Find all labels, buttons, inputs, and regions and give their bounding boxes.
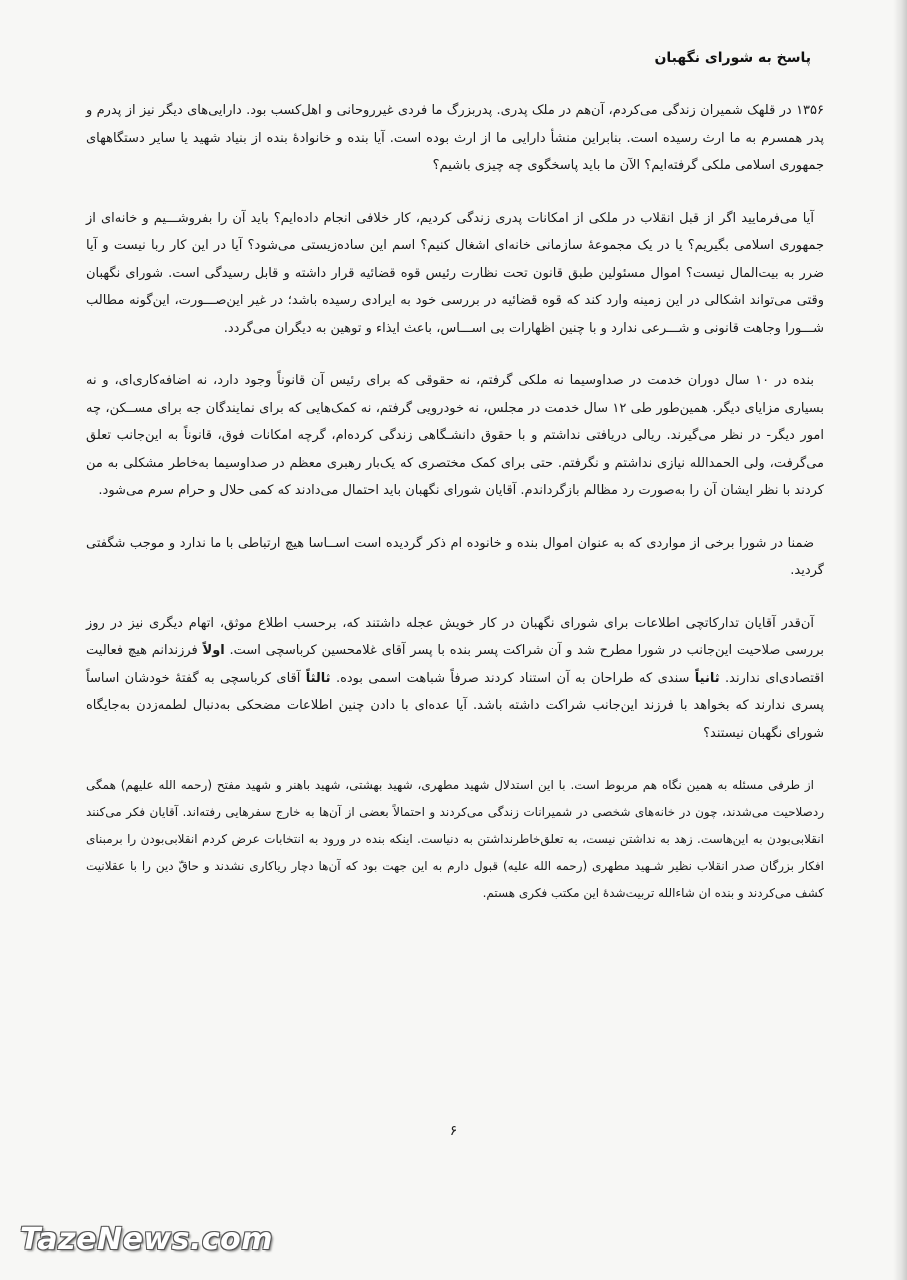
paragraph-1: ۱۳۵۶ در قلهک شمیران زندگی می‌کردم، آن‌هم در ملک پدری. پدربزرگ ما فردی غیرروحانی و اهل‌کسب بود. دارایی‌های دیگر نیز از پدرم و پدر همسرم به ما ارث رسیده است. بنابراین منشأ دارایی ما از ارث بوده است. آیا بنده و خانوادهٔ بنده از بنیاد شهید یا سایر دستگاههای جمهوری اسلامی ملکی گرفته‌ایم؟ الآن ما باید پاسخگوی چه چیزی باشیم؟ — [86, 103, 824, 173]
paragraph-5-part-4: آقای کرباسچی به گفتهٔ خودشان اساساً پسری ندارند که بخواهد با فرزند این‌جانب شراکت داشته باشد. آیا عده‌ای با دادن چنین اطلاعات مضحکی به‌دنبال لطمه‌زدن به‌جایگاه شورای نگهبان نیستند؟ — [86, 670, 824, 741]
paragraph-5-part-2: فرزندانم هیچ فعالیت اقتصادی‌ای ندارند. — [86, 643, 824, 686]
paragraph-5 — [86, 610, 824, 748]
paragraph-5-bold-third: ثالثاً — [305, 670, 331, 686]
paragraph-5-bold-second: ثانیاً — [694, 670, 720, 686]
paragraph-4: ضمنا در شورا برخی از مواردی که به عنوان اموال بنده و خانوده ام ذکر گردیده است اســاسا هیچ ارتباطی با ما ندارد و موجب شگفتی گردید. — [86, 535, 824, 578]
watermark-logo: TazeNews.com — [20, 1222, 274, 1257]
paragraph-5-part-3: سندی که طراحان به آن استناد کردند صرفاً شباهت اسمی بوده. — [335, 670, 690, 686]
page-edge-shadow — [893, 0, 907, 1280]
page-number: ۶ — [449, 1123, 458, 1139]
paragraph-5-part-1: آن‌قدر آقایان تدارکاتچی اطلاعات برای شورای نگهبان در کار خویش عجله داشتند که، برحسب اطلاع موثق، اتهام دیگری نیز در روز بررسی صلاحیت این‌جانب در شورا مطرح شد و آن شراکت پسر بنده با پسر آقای غلامحسین کرباسچی است. — [86, 615, 824, 658]
paragraph-6: از طرفی مسئله به همین نگاه هم مربوط است. با این استدلال شهید مطهری، شهید بهشتی، شهید باهنر و شهید مفتح (رحمه الله علیهم) همگی ردصلاحیت می‌شدند، چون در خانه‌های شخصی در شمیرانات زندگی می‌کردند و احتمالاً بعضی از آن‌ها به خارج سفرهایی رفته‌اند. آقایان فکر می‌کنند انقلابی‌بودن به این‌هاست. زهد به نداشتن نیست، به تعلق‌خاطرنداشتن به دنیاست. اینکه بنده در ورود به انتخابات عرض کردم انقلابی‌بودن را برمبنای افکار بزرگان صدر انقلاب نظیر شـهید مطهری (رحمه الله علیه) قبول دارم به این جهت بود که آن‌ها دچار ریاکاری نشدند و حاقّ دین را با عقلانیت کشف می‌کردند و بنده ان شاءالله تربیت‌شدهٔ این مکتب فکری هستم. — [86, 778, 824, 900]
page-header-title: پاسخ به شورای نگهبان — [654, 50, 811, 66]
document-body — [86, 97, 824, 932]
paragraph-5-bold-first: اولاً — [202, 643, 225, 658]
paragraph-2: آیا می‌فرمایید اگر از قبل انقلاب در ملکی از امکانات پدری زندگی کردیم، کار خلافی انجام داده‌ایم؟ باید آن را بفروشـــیم و خانه‌ای از جمهوری اسلامی بگیریم؟ یا در یک مجموعهٔ سازمانی خانه‌ای اشغال کنیم؟ اسم این ساده‌زیستی می‌شود؟ آیا در این کار ربا نیست و آیا ضرر به بیت‌المال نیست؟ اموال مسئولین طبق قانون تحت نظارت رئیس قوه قضائیه قرار داشته و قابل رسیدگی است. شورای نگهبان وقتی می‌تواند اشکالی در این زمینه وارد کند که قوه قضائیه در بررسی خود به ایرادی رسیده باشد؛ در غیر این‌صـــورت، این‌گونه مطالب شـــورا وجاهت قانونی و شـــرعی ندارد و با چنین اظهارات بی اســـاس، باعث ایذاء و توهین به دیگران می‌گردد. — [86, 210, 824, 336]
paragraph-3: بنده در ۱۰ سال دوران خدمت در صداوسیما نه ملکی گرفتم، نه حقوقی که برای رئیس آن قانوناً وجود دارد، نه اضافه‌کاری‌ای، و نه بسیاری مزایای دیگر. همین‌طور طی ۱۲ سال خدمت در مجلس، نه خودرویی گرفتم، نه کمک‌هایی که برای نمایندگان جه برای مســکن، چه امور دیگر- در نظر می‌گیرند. ریالی دریافتی نداشتم و با حقوق دانشـگاهی زندگی کرده‌ام، گرچه امکانات فوق، قانوناً به این‌جانب تعلق می‌گرفت، ولی الحمدالله نیازی نداشتم و نگرفتم. حتی برای کمک مختصری که یک‌بار رهبری معظم در صداوسیما به‌خاطر مشکلی به من کردند با نظر ایشان آن را به‌صورت رد مظالم بازگرداندم. آقایان شورای نگهبان باید احتمال می‌دادند که کمی حلال و حرام سرم می‌شود. — [86, 373, 824, 498]
